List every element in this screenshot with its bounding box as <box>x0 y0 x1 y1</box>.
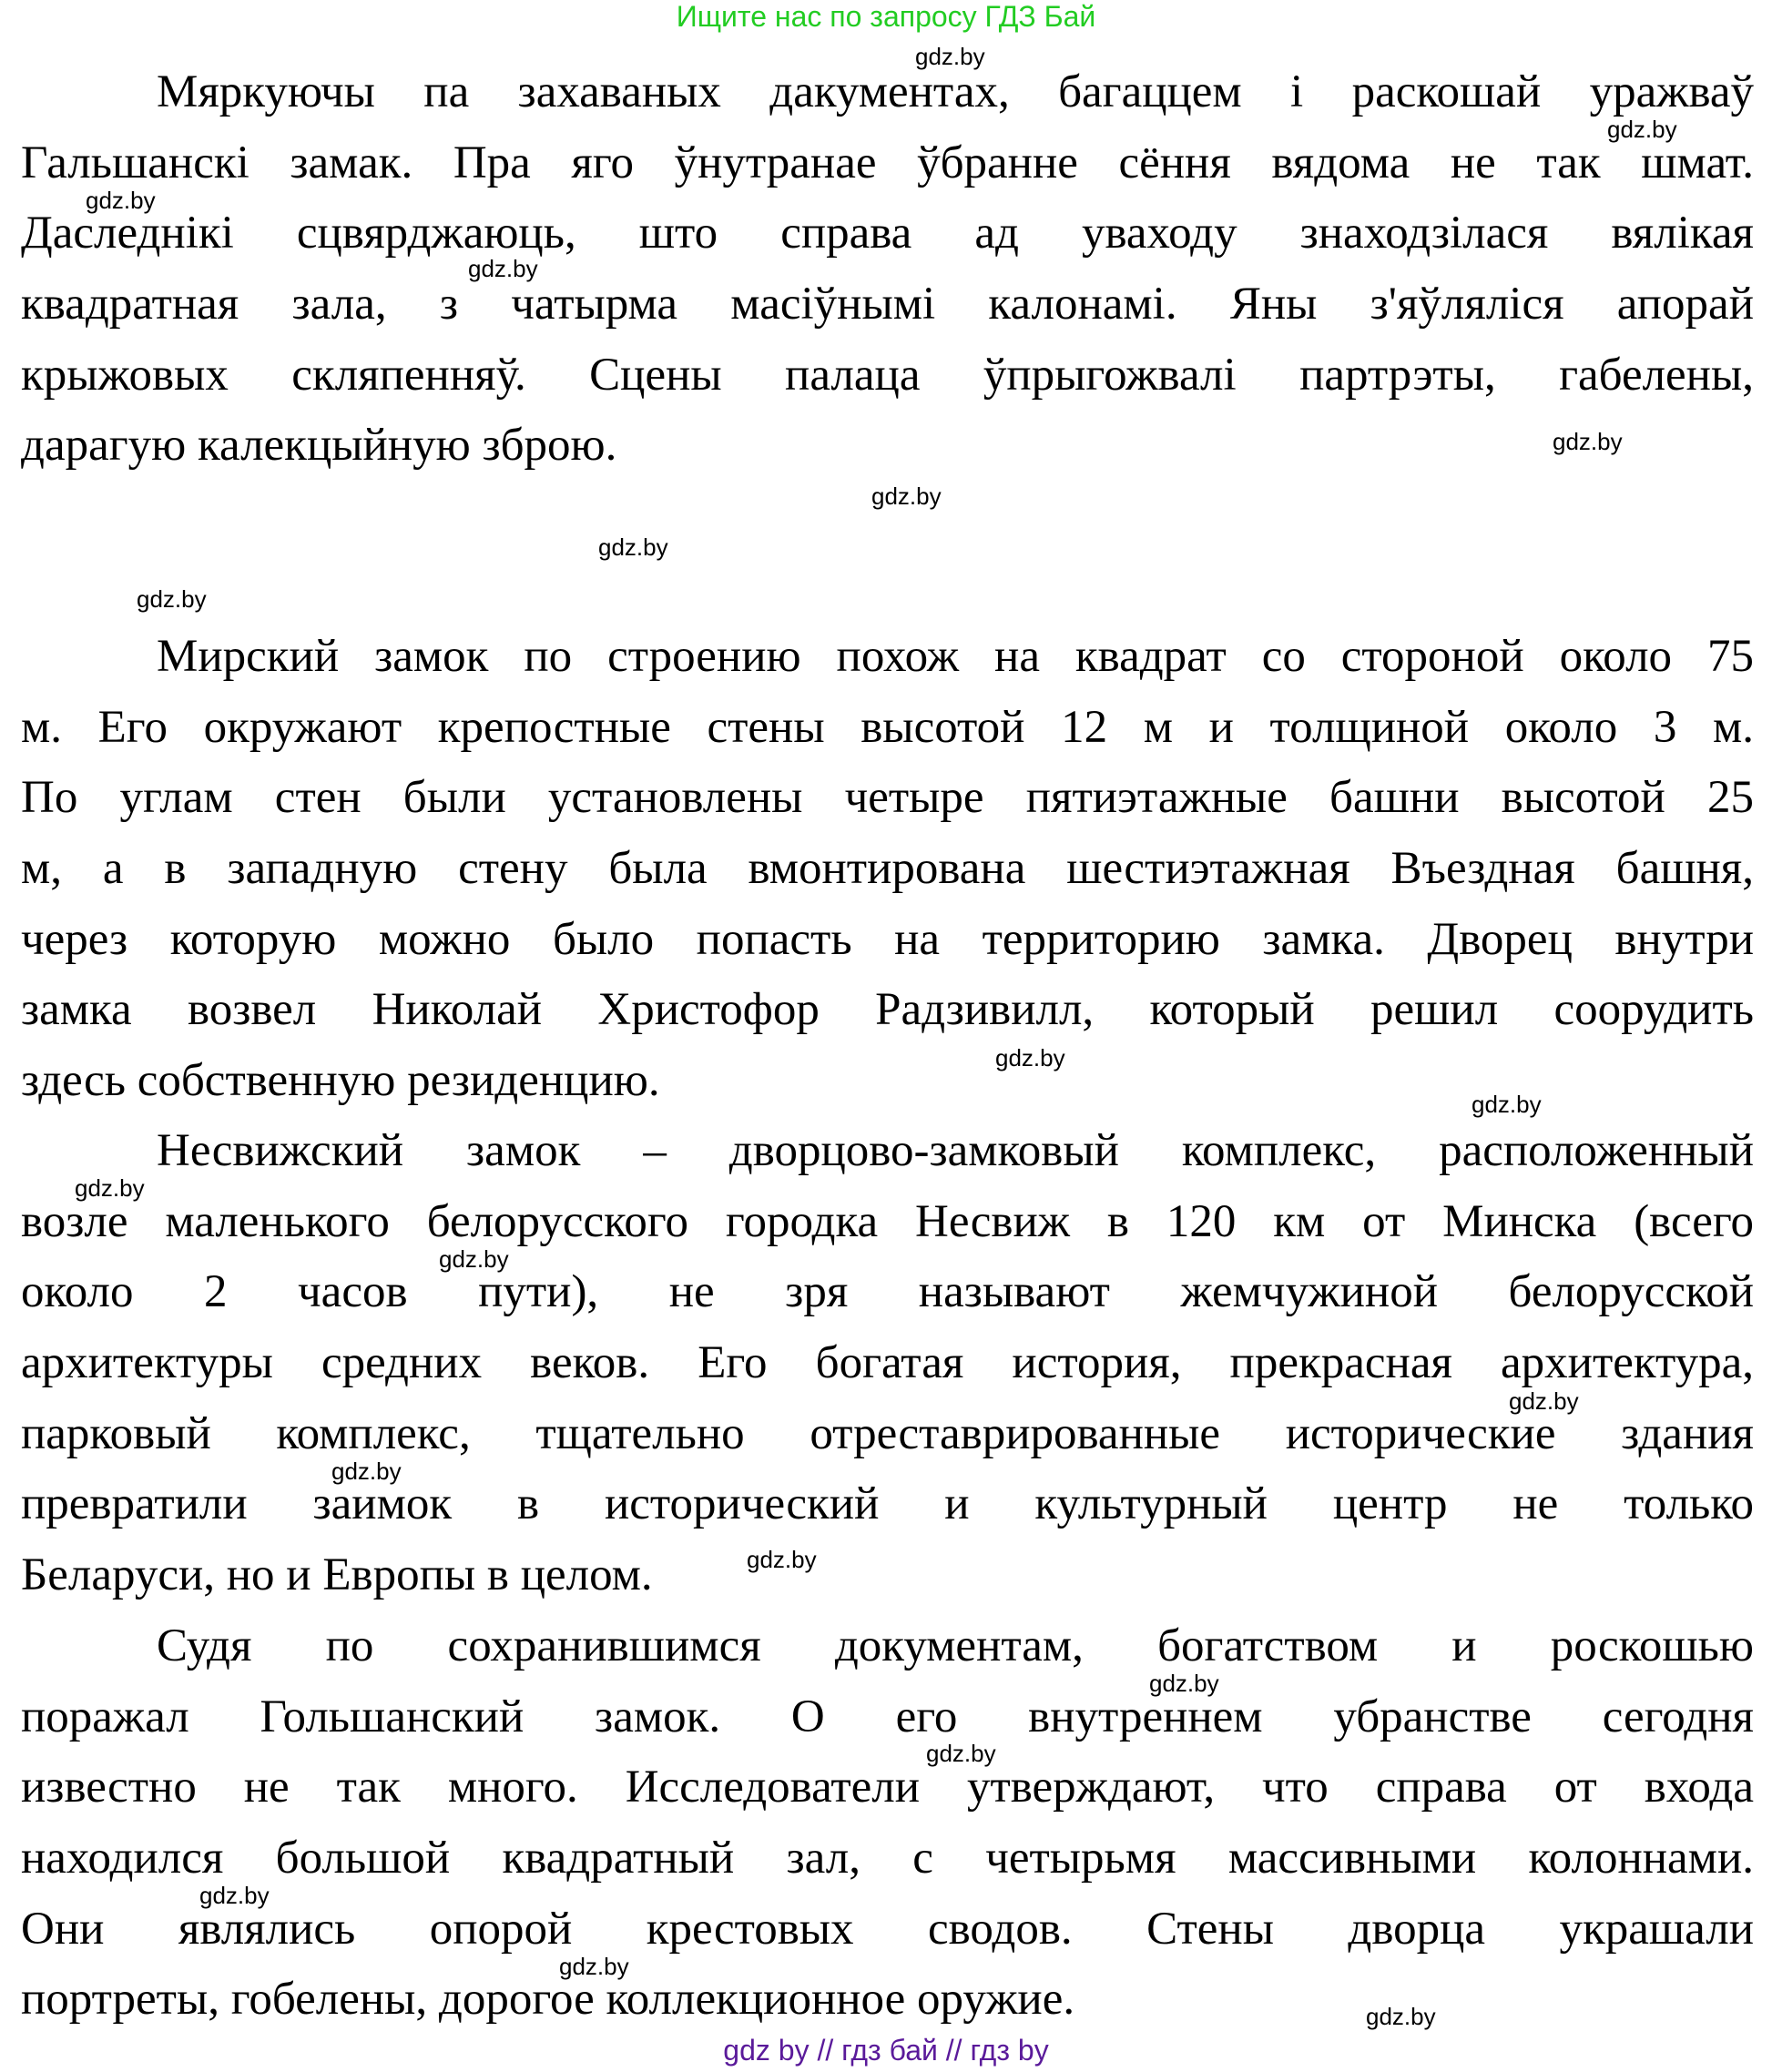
watermark: gdz.by <box>86 187 156 214</box>
watermark: gdz.by <box>468 255 538 282</box>
text-line: По углам стен были установлены четыре пятиэтажные башни высотой 25 <box>21 772 1754 824</box>
text-line: Несвижский замок – дворцово-замковый комплекс, расположенный <box>157 1125 1754 1176</box>
watermark: gdz.by <box>1553 428 1623 455</box>
watermark: gdz.by <box>598 533 668 561</box>
text-line: м. Его окружают крепостные стены высотой 12 м и толщиной около 3 м. <box>21 701 1754 753</box>
watermark: gdz.by <box>1149 1670 1219 1697</box>
text-line: находился большой квадратный зал, с четырьмя массивными колоннами. <box>21 1833 1754 1884</box>
text-line: здесь собственную резиденцию. <box>21 1055 660 1107</box>
text-line: Мирский замок по строению похож на квадрат со стороной около 75 <box>157 631 1754 682</box>
watermark: gdz.by <box>439 1245 509 1273</box>
watermark: gdz.by <box>199 1882 270 1909</box>
text-line: Они являлись опорой крестовых сводов. Стены дворца украшали <box>21 1903 1754 1955</box>
watermark: gdz.by <box>559 1953 629 1980</box>
watermark: gdz.by <box>331 1458 402 1485</box>
text-line: превратили заимок в исторический и культурный центр не только <box>21 1478 1754 1530</box>
watermark: gdz.by <box>137 585 207 613</box>
text-line: Судя по сохранившимся документам, богатством и роскошью <box>157 1620 1754 1671</box>
text-line: архитектуры средних веков. Его богатая история, прекрасная архитектура, <box>21 1337 1754 1389</box>
paragraph-nesvizh-castle <box>21 1116 1754 1611</box>
watermark: gdz.by <box>915 43 985 70</box>
watermark: gdz.by <box>926 1740 996 1767</box>
watermark: gdz.by <box>871 482 942 510</box>
watermark: gdz.by <box>1509 1387 1579 1415</box>
search-hint-banner: Ищите нас по запросу ГДЗ Бай <box>676 0 1096 33</box>
text-line: дарагую калекцыйную зброю. <box>21 420 617 472</box>
watermark: gdz.by <box>1366 2003 1436 2030</box>
text-line: возле маленького белорусского городка Несвиж в 120 км от Минска (всего <box>21 1195 1754 1247</box>
text-line: м, а в западную стену была вмонтирована шестиэтажная Въездная башня, <box>21 843 1754 895</box>
watermark: gdz.by <box>1607 116 1677 143</box>
text-line: квадратная зала, з чатырма масіўнымі калонамі. Яны з'яўляліся апорай <box>21 279 1754 330</box>
text-line: Даследнікі сцвярджаюць, што справа ад уваходу знаходзілася вялікая <box>21 208 1754 259</box>
watermark: gdz.by <box>1472 1091 1542 1118</box>
text-line: через которую можно было попасть на территорию замка. Дворец внутри <box>21 913 1754 965</box>
paragraph-golshany-castle <box>21 1611 1754 2036</box>
text-line: Мяркуючы па захаваных дакументах, багаццем і раскошай уражваў <box>157 66 1754 117</box>
text-line: парковый комплекс, тщательно отреставрированные исторические здания <box>21 1407 1754 1459</box>
watermark: gdz.by <box>747 1546 817 1573</box>
footer-watermark: gdz by // гдз бай // гдз by <box>723 2034 1049 2067</box>
watermark: gdz.by <box>75 1174 145 1202</box>
paragraph-mir-castle <box>21 622 1754 1117</box>
text-line: около 2 часов пути), не зря называют жемчужиной белорусской <box>21 1266 1754 1318</box>
paragraph-belarusian-golshany <box>21 57 1754 482</box>
text-line: Беларуси, но и Европы в целом. <box>21 1549 653 1601</box>
text-line: замка возвел Николай Христофор Радзивилл, который решил соорудить <box>21 984 1754 1036</box>
text-line: Гальшанскі замак. Пра яго ўнутранае ўбранне сёння вядома не так шмат. <box>21 137 1754 188</box>
watermark: gdz.by <box>995 1044 1065 1072</box>
text-line: поражал Гольшанский замок. О его внутреннем убранстве сегодня <box>21 1691 1754 1742</box>
text-line: крыжовых скляпенняў. Сцены палаца ўпрыгожвалі партрэты, габелены, <box>21 349 1754 401</box>
text-line: портреты, гобелены, дорогое коллекционное оружие. <box>21 1974 1075 2026</box>
text-line: известно не так много. Исследователи утверждают, что справа от входа <box>21 1762 1754 1813</box>
